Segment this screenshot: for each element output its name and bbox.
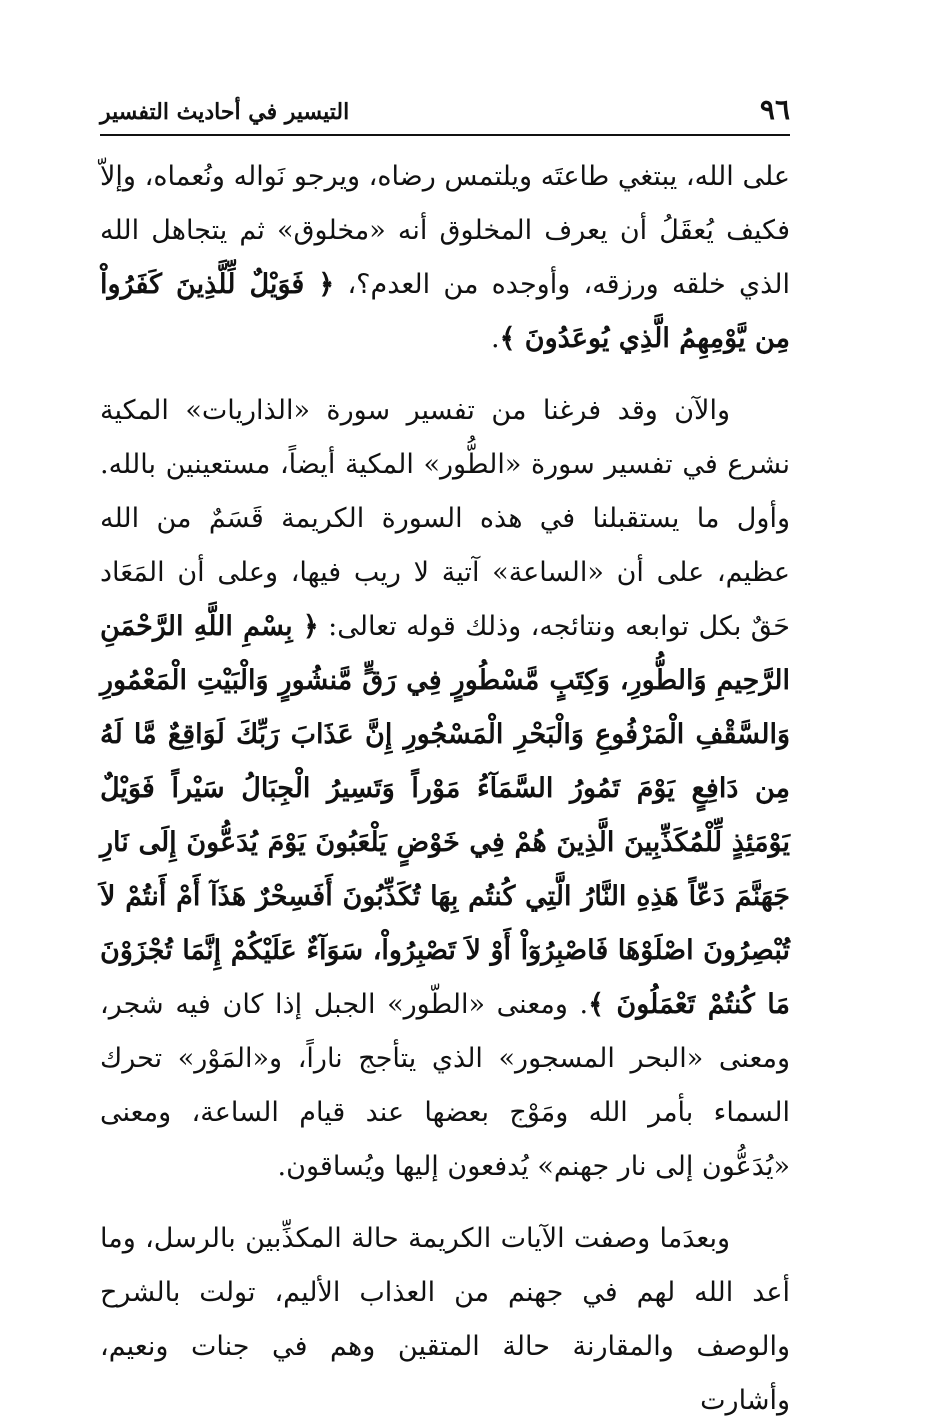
page-header	[100, 92, 790, 132]
running-title: التيسير في أحاديث التفسير	[100, 99, 350, 125]
paragraph-1-text: على الله، يبتغي طاعتَه ويلتمس رضاه، ويرجو نَواله ونُعماه، وإلاّ فكيف يُعقَلُ أن يعرف المخلوق أنه «مخلوق» ثم يتجاهل الله الذي خلقه ورزقه، وأوجده من العدم؟،	[100, 161, 790, 300]
paragraph-2-end: . ومعنى «الطّور» الجبل إذا كان فيه شجر، ومعنى «البحر المسجور» الذي يتأجج ناراً، و«المَوْر» تحرك السماء بأمر الله ومَوْج بعضها عند قيام الساعة، ومعنى «يُدَعُّون إلى نار جهنم» يُدفعون إليها ويُساقون.	[100, 989, 790, 1182]
paragraph-1-end: .	[490, 323, 500, 354]
paragraph-3	[100, 1212, 790, 1428]
quran-verse-1: ﴿ فَوَيْلٌ لِّلَّذِينَ كَفَرُواْ مِن يَّوْمِهِمُ الَّذِي يُوعَدُونَ ﴾	[100, 269, 790, 354]
paragraph-3-text: وبعدَما وصفت الآيات الكريمة حالة المكذِّبين بالرسل، وما أعد الله لهم في جهنم من العذاب الأليم، تولت بالشرح والوصف والمقارنة حالة المتقين وهم في جنات ونعيم، وأشارت	[100, 1223, 790, 1416]
quran-verse-2: ﴿ بِسْمِ اللَّهِ الرَّحْمَنِ الرَّحِيمِ وَالطُّورِ، وَكِتَبٍ مَّسْطُورٍ فِي رَقٍّ مَّنشُورٍ وَالْبَيْتِ الْمَعْمُورِ وَالسَّقْفِ الْمَرْفُوعِ وَالْبَحْرِ الْمَسْجُورِ إِنَّ عَذَابَ رَبِّكَ لَوَاقِعٌ مَّا لَهُ مِن دَافِعٍ يَوْمَ تَمُورُ السَّمَآءُ مَوْراً وَتَسِيرُ الْجِبَالُ سَيْراً فَوَيْلٌ يَوْمَئِذٍ لِّلْمُكَذِّبِينَ الَّذِينَ هُمْ فِي خَوْضٍ يَلْعَبُونَ يَوْمَ يُدَعُّونَ إِلَى نَارِ جَهَنَّمَ دَعّاً هَذِهِ النَّارُ الَّتِي كُنتُم بِهَا تُكَذِّبُونَ أَفَسِحْرٌ هَذَآ أَمْ أَنتُمْ لاَ تُبْصِرُونَ اصْلَوْهَا فَاصْبِرُوٓاْ أَوْ لاَ تَصْبِرُواْ، سَوَآءٌ عَلَيْكُمْ إِنَّمَا تُجْزَوْنَ مَا كُنتُمْ تَعْمَلُونَ ﴾	[100, 611, 790, 1020]
page-body	[100, 150, 790, 1428]
paragraph-2-text: والآن وقد فرغنا من تفسير سورة «الذاريات» المكية نشرع في تفسير سورة «الطُّور» المكية أيضاً، مستعينين بالله. وأول ما يستقبلنا في هذه السورة الكريمة قَسَمٌ من الله عظيم، على أن «الساعة» آتية لا ريب فيها، وعلى أن المَعَاد حَقٌ بكل توابعه ونتائجه، وذلك قوله تعالى:	[100, 395, 790, 642]
paragraph-2	[100, 384, 790, 1194]
paragraph-1	[100, 150, 790, 366]
header-divider	[100, 134, 790, 136]
page-number: ٩٦	[759, 93, 790, 126]
